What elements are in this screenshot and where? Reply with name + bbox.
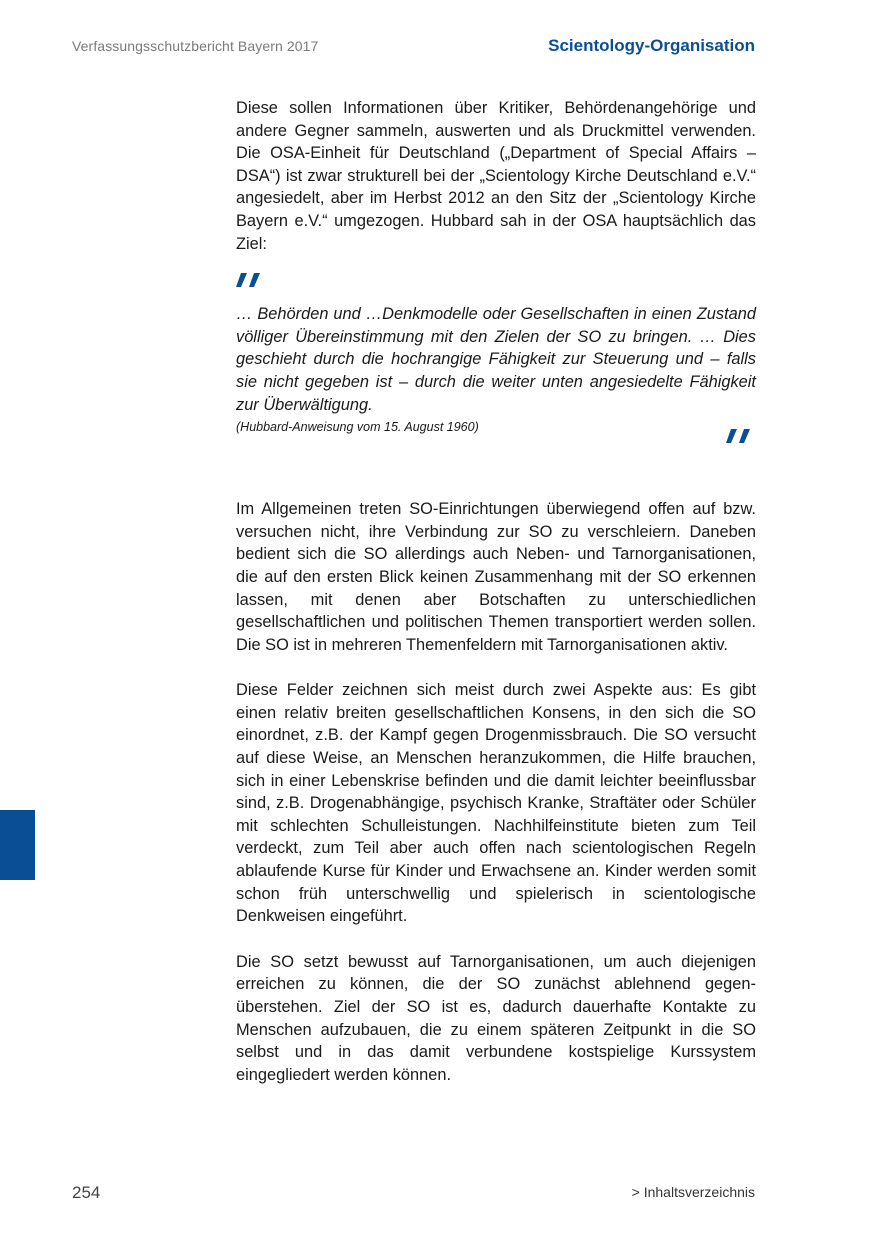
quote-source: (Hubbard-Anweisung vom 15. August 1960): [236, 420, 479, 435]
table-of-contents-link[interactable]: > Inhaltsverzeichnis: [631, 1184, 755, 1200]
chapter-title: Scientology-Organisation: [548, 36, 755, 55]
opening-quote-icon: [236, 269, 756, 303]
paragraph-tarnorganisationen: Im Allgemeinen treten SO-Einrichtungen überwiegend offen auf bzw. versuchen nicht, ihre Verbindung zur SO zu verschleiern. Daneben bedient sich die SO allerdings auch Neben- und Tarnorganisationen, die auf den ersten Blick keinen Zusammenhang mit der SO erkennen lassen, mit denen aber Botschaften zu unterschiedlichen gesellschaftlichen und politischen Themen transportiert werden sollen. Die SO ist in mehreren Themenfeldern mit Tarnorganisationen aktiv.: [236, 500, 756, 654]
closing-quote-icon: [236, 435, 756, 465]
paragraph-ziel: Die SO setzt bewusst auf Tarnorganisationen, um auch diejenigen erreichen zu können, die der SO zunächst ablehnend gegenüberstehen. Ziel der SO ist es, dadurch dauerhafte Kontakte zu Menschen aufzubauen, die zu einem späteren Zeitpunkt in die SO selbst und in das damit verbundene kostspielige Kurssystem eingegliedert werden können.: [236, 952, 756, 1084]
main-content: [236, 97, 756, 1086]
page-number: 254: [72, 1183, 101, 1202]
quote-text: … Behörden und …Denkmodelle oder Gesellschaften in einen Zustand völliger Übereinstimmung mit den Zielen der SO zu bringen. … Dies geschieht durch die hochrangige Fähigkeit zur Steuerung und – falls sie nicht gegeben ist – durch die weiter unten angesiedelte Fähigkeit zur Überwältigung.: [236, 305, 756, 414]
paragraph-intro: Diese sollen Informationen über Kritiker, Behördenangehörige und andere Gegner sammeln, auswerten und als Druckmittel verwenden. Die OSA-Einheit für Deutschland („Department of Special Affairs – DSA“) ist zwar strukturell bei der „Scientology Kirche Deutschland e.V.“ angesiedelt, aber im Herbst 2012 an den Sitz der „Scientology Kirche Bayern e.V.“ umgezogen. Hubbard sah in der OSA hauptsächlich das Ziel:: [236, 99, 756, 253]
running-header-title: Verfassungsschutzbericht Bayern 2017: [72, 38, 319, 54]
paragraph-themenfelder: Diese Felder zeichnen sich meist durch zwei Aspekte aus: Es gibt einen relativ breiten gesellschaftlichen Konsens, in den sich die SO einordnet, z.B. der Kampf gegen Drogenmissbrauch. Die SO versucht auf diese Weise, an Menschen heranzukommen, die Hilfe brauchen, sich in einer Lebenskrise befinden und die damit leichter beeinflussbar sind, z.B. Drogenabhängige, psychisch Kranke, Straftäter oder Schüler mit schlechten Schulleistungen. Nachhilfeinstitute bieten zum Teil verdeckt, zum Teil aber auch offen nach scientologischen Regeln ablaufende Kurse für Kinder und Erwachsene an. Kinder werden somit schon früh unterschwellig und spielerisch in scientologische Denkweisen eingeführt.: [236, 681, 756, 926]
chapter-side-tab: [0, 810, 35, 880]
